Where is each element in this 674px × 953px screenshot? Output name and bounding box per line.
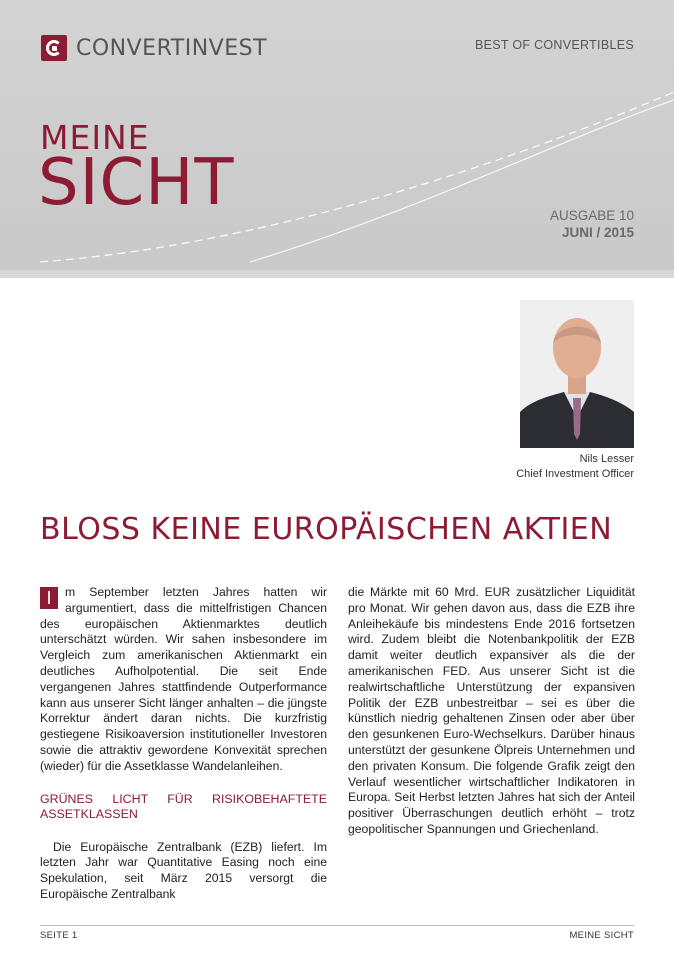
column-left — [40, 585, 327, 903]
issue-info — [550, 207, 634, 241]
header-band — [0, 270, 674, 278]
paragraph-3: die Märkte mit 60 Mrd. EUR zusätzlicher Liquidität pro Monat. Wir gehen davon aus, dass die EZB ihre Anleihekäufe bis mindestens Ende 2016 fortsetzen wird. Zudem bleibt die Notenbankpolitik der EZB damit weiter deutlich expansiver als die der amerikanischen FED. Aus unserer Sicht ist die realwirtschaftliche Unterstützung der expansiven Politik der EZB unbestreitbar – sei es über die künstlich niedrig gehaltenen Zinsen oder aber über den gesunkenen Euro-Wechselkurs. Darüber hinaus unterstützt der gesunkene Ölpreis Unternehmen und den privaten Konsum. Die folgende Grafik zeigt den Verlauf wesentlicher wirtschaftlicher Indikatoren in Europa. Seit Herbst letzten Jahres hat sich der Anteil positiver Überraschungen deutlich erhöht – trotz geopolitischer Spannungen und Griechenland. — [348, 585, 635, 836]
paragraph-2: Die Europäische Zentralbank (EZB) liefert. Im letzten Jahr war Quantitative Easing noch eine Spekulation, seit März 2015 versorgt die Europäische Zentralbank — [40, 839, 327, 901]
drop-cap: I — [40, 587, 58, 609]
photo-caption — [516, 452, 634, 482]
tagline: BEST OF CONVERTIBLES — [474, 38, 634, 52]
author-role: Chief Investment Officer — [516, 468, 634, 480]
footer-section: MEINE SICHT — [569, 930, 634, 941]
logo-mark-icon — [41, 35, 67, 61]
page-number: SEITE 1 — [40, 930, 78, 941]
article-headline: BLOSS KEINE EUROPÄISCHEN AKTIEN — [40, 512, 613, 547]
issue-date: JUNI / 2015 — [561, 225, 634, 240]
author-name: Nils Lesser — [579, 453, 634, 465]
title-line-2: SICHT — [38, 146, 235, 220]
issue-number: AUSGABE 10 — [549, 208, 634, 223]
intro-paragraph — [40, 585, 327, 775]
brand-name: CONVERTINVEST — [76, 35, 268, 61]
footer-divider — [40, 925, 634, 926]
section-subhead: GRÜNES LICHT FÜR RISIKOBEHAFTETE ASSETKLASSEN — [40, 791, 327, 821]
title-line-1: MEINE — [40, 118, 150, 157]
author-photo — [520, 300, 634, 448]
brand-logo — [41, 35, 267, 61]
intro-text: m September letzten Jahres hatten wir argumentiert, dass die mittelfristigen Chancen des europäischen Aktienmarktes deutlich unterschätzt würden. Wir sahen insbesondere im Vergleich zum amerikanischen Aktienmarkt ein deutliches Aufholpotential. Die seit Ende vergangenen Jahres stattfindende Outperformance kann aus unserer Sicht länger anhalten – die jüngste Korrektur ändert daran nichts. Die kurzfristig gestiegene Risikoaversion institutioneller Investoren sowie die attraktiv gewordene Konvexität sprechen (wieder) für die Assetklasse Wandelanleihen. — [40, 585, 327, 773]
column-right — [348, 585, 635, 838]
header-banner — [0, 0, 674, 270]
